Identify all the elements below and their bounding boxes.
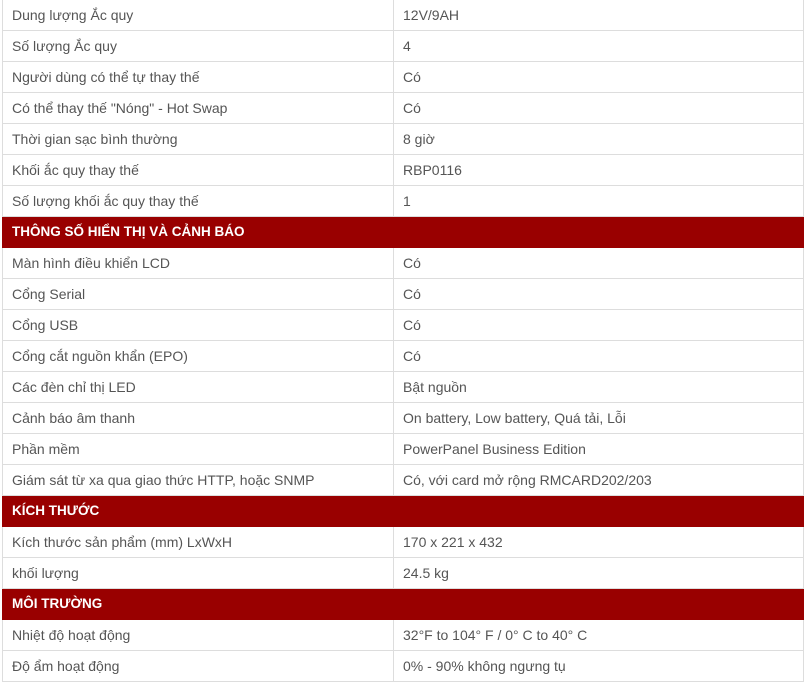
spec-label: Màn hình điều khiển LCD: [3, 248, 394, 279]
spec-value: Có: [394, 310, 804, 341]
spec-label: Số lượng Ắc quy: [3, 31, 394, 62]
spec-value: 32°F to 104° F / 0° C to 40° C: [394, 620, 804, 651]
spec-label: Kích thước sản phẩm (mm) LxWxH: [3, 527, 394, 558]
table-row: [3, 62, 804, 93]
spec-value: Bật nguồn: [394, 372, 804, 403]
spec-value: On battery, Low battery, Quá tải, Lỗi: [394, 403, 804, 434]
spec-value: Có: [394, 279, 804, 310]
spec-value: 12V/9AH: [394, 0, 804, 31]
table-row: [3, 558, 804, 589]
spec-label: Dung lượng Ắc quy: [3, 0, 394, 31]
spec-value: PowerPanel Business Edition: [394, 434, 804, 465]
table-row: [3, 93, 804, 124]
spec-label: Giám sát từ xa qua giao thức HTTP, hoặc SNMP: [3, 465, 394, 496]
spec-label: Cổng Serial: [3, 279, 394, 310]
table-row: [3, 155, 804, 186]
spec-label: Cảnh báo âm thanh: [3, 403, 394, 434]
spec-label: khối lượng: [3, 558, 394, 589]
table-row: [3, 341, 804, 372]
spec-table: [2, 0, 804, 682]
spec-table-body: [3, 0, 804, 682]
spec-value: 170 x 221 x 432: [394, 527, 804, 558]
spec-label: Người dùng có thể tự thay thế: [3, 62, 394, 93]
section-header-row: [3, 217, 804, 248]
table-row: [3, 527, 804, 558]
spec-label: Có thể thay thế "Nóng" - Hot Swap: [3, 93, 394, 124]
spec-label: Độ ẩm hoạt động: [3, 651, 394, 682]
section-header-row: [3, 589, 804, 620]
spec-value: 8 giờ: [394, 124, 804, 155]
table-row: [3, 248, 804, 279]
spec-value: 4: [394, 31, 804, 62]
spec-value: 24.5 kg: [394, 558, 804, 589]
spec-label: Các đèn chỉ thị LED: [3, 372, 394, 403]
table-row: [3, 651, 804, 682]
spec-label: Nhiệt độ hoạt động: [3, 620, 394, 651]
spec-value: RBP0116: [394, 155, 804, 186]
spec-value: Có: [394, 341, 804, 372]
table-row: [3, 620, 804, 651]
table-row: [3, 31, 804, 62]
table-row: [3, 186, 804, 217]
table-row: [3, 0, 804, 31]
spec-label: Khối ắc quy thay thế: [3, 155, 394, 186]
spec-value: 0% - 90% không ngưng tụ: [394, 651, 804, 682]
spec-value: Có: [394, 93, 804, 124]
table-row: [3, 434, 804, 465]
spec-label: Thời gian sạc bình thường: [3, 124, 394, 155]
spec-label: Phần mềm: [3, 434, 394, 465]
spec-value: Có, với card mở rộng RMCARD202/203: [394, 465, 804, 496]
section-header-row: [3, 496, 804, 527]
spec-label: Số lượng khối ắc quy thay thế: [3, 186, 394, 217]
table-row: [3, 124, 804, 155]
table-row: [3, 372, 804, 403]
table-row: [3, 465, 804, 496]
spec-value: Có: [394, 248, 804, 279]
section-header-title: KÍCH THƯỚC: [3, 496, 804, 527]
section-header-title: THÔNG SỐ HIỂN THỊ VÀ CẢNH BÁO: [3, 217, 804, 248]
spec-label: Cổng USB: [3, 310, 394, 341]
table-row: [3, 279, 804, 310]
table-row: [3, 310, 804, 341]
spec-value: 1: [394, 186, 804, 217]
table-row: [3, 403, 804, 434]
spec-value: Có: [394, 62, 804, 93]
section-header-title: MÔI TRƯỜNG: [3, 589, 804, 620]
spec-label: Cổng cắt nguồn khẩn (EPO): [3, 341, 394, 372]
